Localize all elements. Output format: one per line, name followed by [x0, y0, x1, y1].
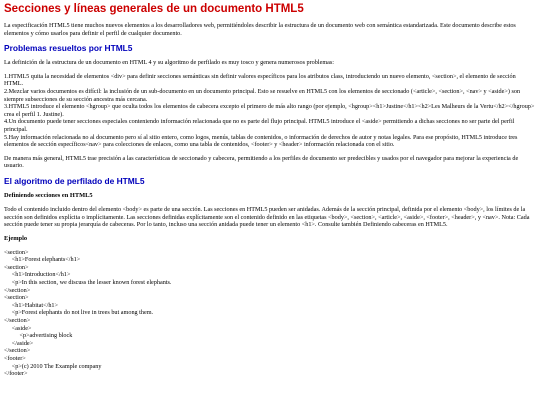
list-item: 2.Mezclar varios documentos es difícil: la inclusión de un sub-documento en un documento principal. Esto se resuelve en HTML5 con los elementos de seccionado (<article>, <section>, <nav> y <aside>) son siempre subsecciones de su sección ancestra más cercana. [4, 87, 521, 103]
problems-list [4, 73, 536, 149]
section-heading-problems: Problemas resueltos por HTML5 [4, 43, 133, 54]
sections-body: Todo el contenido incluido dentro del elemento <body> es parte de una sección. Las secciones en HTML5 pueden ser anidadas. Además de la sección principal, definida por el elemento <body>, los límites de la sección son definidos explícita o implícitamente. Las secciones definidas explícitamente son el contenido definido en las etiquetas <body>, <section>, <article>, <aside>, <footer>, <header>, y <nav>. Nota: Cada sección puede tener su propia jerarquía de cabeceras. Por lo tanto, incluso una sección anidada puede tener un elemento <h1>. Consulte también Definiendo cabeceras en HTML5. [4, 205, 530, 229]
code-example: <section> <h1>Forest elephants</h1> <section> <h1>Introduction</h1> <p>In this section, we discuss the lesser known forest elephants. </section> <section> <h1>Habitat</h1> <p>Forest elephants do not live in trees but among them. </section> <aside> <p>advertising block </aside> </section> <footer> <p>(c) 2010 The Example company </footer> [4, 248, 172, 378]
list-item: 4.Un documento puede tener secciones especiales conteniendo información relacionada que no es parte del flujo principal. HTML5 introduce el <aside> permitiendo a dichas secciones no ser parte del perfil principal. [4, 118, 515, 133]
section-heading-algorithm: El algoritmo de perfilado de HTML5 [4, 175, 145, 186]
subheading-example: Ejemplo [4, 234, 28, 242]
list-item: 1.HTML5 quita la necesidad de elementos <div> para definir secciones semánticas sin definir valores específicos para los atributos class, introduciendo un nuevo elemento, <section>, el elemento de sección HTML. [4, 72, 516, 88]
page-title: Secciones y líneas generales de un documento HTML5 [4, 3, 304, 15]
list-item: 3.HTML5 introduce el elemento <hgroup> que oculta todos los elementos de cabecera excepto el primero de más alto rango (por ejemplo, <hgroup><h1>Justine</h1><h2>Les Malheurs de la Vertu</h2></hgroup> crea el perfil 1. Justine). [4, 103, 535, 118]
list-item: 5.Hay información relacionada no al documento pero sí al sitio entero, como logos, menús, tablas de contenidos, o información de derechos de autor y notas legales. Para ese propósito, HTML5 introduce tres elementos de sección específicos<nav> para colecciones de enlaces, como una tabla de contenidos, <footer> y <header> información relacionada con el sitio. [4, 133, 518, 149]
intro-paragraph: La especificación HTML5 tiene muchos nuevos elementos a los desarrolladores web, permitiéndoles describir la estructura de un documento web con semántica estandarizada. Este documento describe estos elementos y cómo usarlos para definir el perfil de cualquier documento. [4, 22, 516, 37]
subheading-defining-sections: Definiendo secciones en HTML5 [4, 191, 93, 199]
problems-closing: De manera más general, HTML5 trae precisión a las características de seccionado y cabecera, permitiendo a los perfiles de documento ser predecibles y usados por el navegador para mejorar la experiencia de usuario. [4, 154, 519, 170]
problems-lead: La definición de la estructura de un documento en HTML 4 y su algoritmo de perfilado es muy tosco y genera numerosos problemas: [4, 59, 335, 67]
